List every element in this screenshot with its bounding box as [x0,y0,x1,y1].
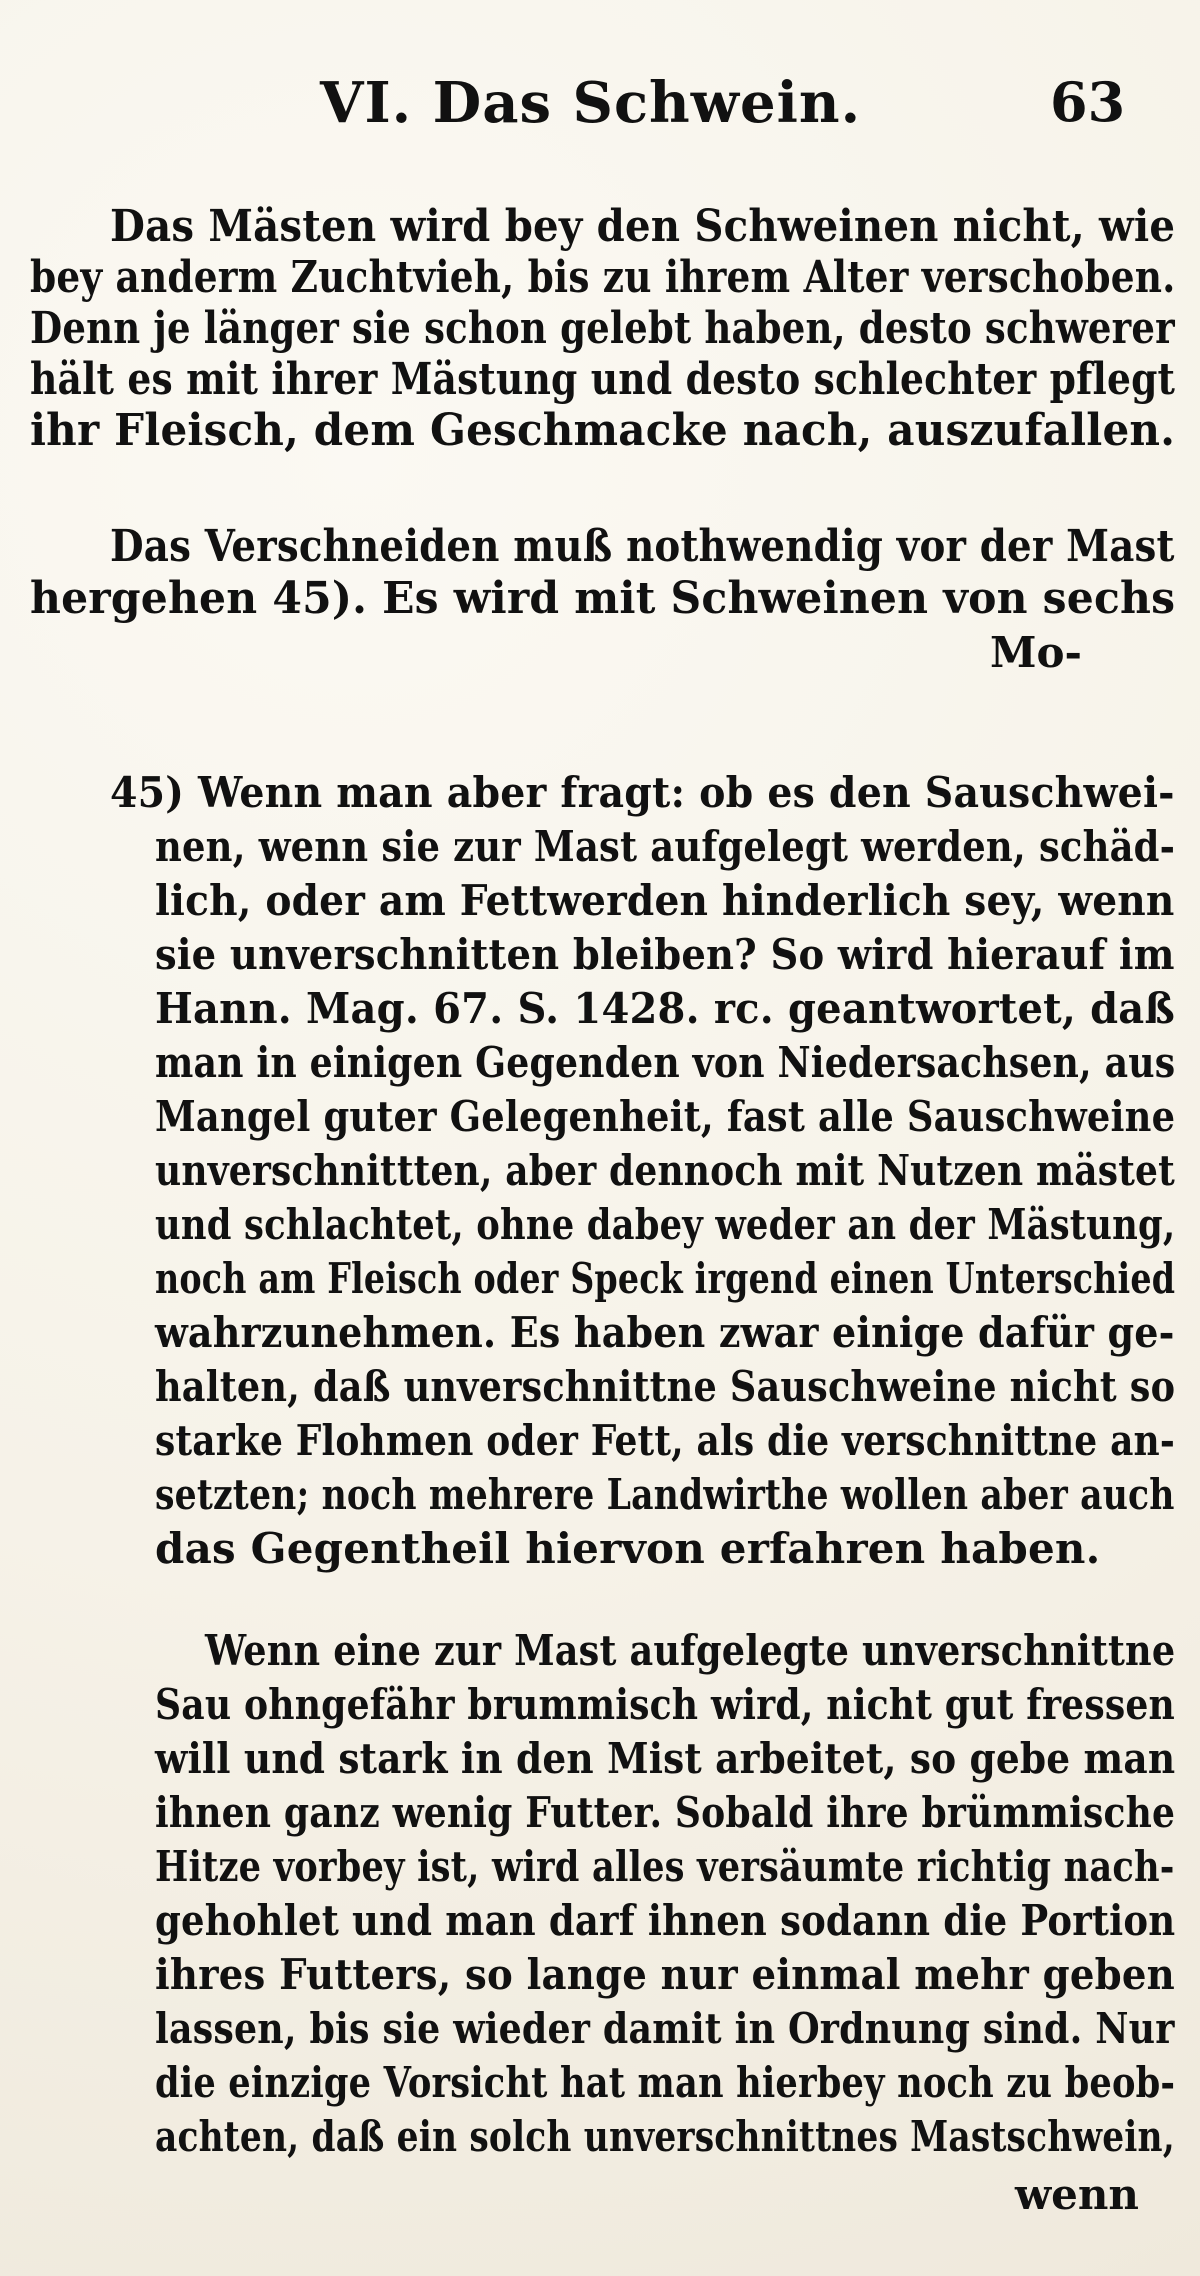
footnote-line: ihres Futters, so lange nur einmal mehr geben [155,1950,1175,1999]
footnote-line: wahrzunehmen. Es haben zwar einige dafür ge- [155,1308,1175,1357]
text-line: hält es mit ihrer Mästung und desto schlechter pflegt [30,354,1176,405]
footnote-line: halten, daß unverschnittne Sauschweine nicht so [155,1362,1176,1411]
footnote-line: Sau ohngefähr brummisch wird, nicht gut fressen [155,1680,1175,1729]
footnote-line: gehohlet und man darf ihnen sodann die Portion [155,1896,1176,1945]
footnote-line: Wenn eine zur Mast aufgelegte unverschnittne [205,1626,1176,1675]
footnote-line: man in einigen Gegenden von Niedersachsen, aus [155,1038,1176,1087]
footnote-line: unverschnittten, aber dennoch mit Nutzen mästet [155,1146,1175,1195]
page-header [320,70,1126,160]
text-line: Das Mästen wird bey den Schweinen nicht, wie [110,201,1176,252]
text-line: Das Verschneiden muß nothwendig vor der Mast [110,521,1175,572]
footnote-line: sie unverschnitten bleiben? So wird hierauf im [155,930,1175,979]
text-line: Denn je länger sie schon gelebt haben, desto schwerer [30,303,1175,354]
footnote-line: Mangel guter Gelegenheit, fast alle Sauschweine [155,1092,1176,1141]
page-number: 63 [1050,70,1126,134]
footnote-line: 45) Wenn man aber fragt: ob es den Sauschwei- [110,768,1175,817]
footnote-line: setzten; noch mehrere Landwirthe wollen aber auch [155,1470,1175,1519]
footnote-line: noch am Fleisch oder Speck irgend einen Unterschied [155,1254,1176,1303]
footnote-line: will und stark in den Mist arbeitet, so gebe man [155,1734,1176,1783]
text-line: hergehen 45). Es wird mit Schweinen von sechs [30,573,1176,624]
footnote-line: nen, wenn sie zur Mast aufgelegt werden, schäd- [155,822,1176,871]
text-line: ihr Fleisch, dem Geschmacke nach, auszufallen. [30,405,1176,456]
catchword-top: Mo- [990,628,1082,677]
text-line: bey anderm Zuchtvieh, bis zu ihrem Alter verschoben. [30,252,1176,303]
footnote-line: achten, daß ein solch unverschnittnes Mastschwein, [155,2112,1175,2161]
footnote-line: das Gegentheil hiervon erfahren haben. [155,1524,1101,1573]
footnote-line: Hitze vorbey ist, wird alles versäumte richtig nach- [155,1842,1175,1891]
footnote-line: ihnen ganz wenig Futter. Sobald ihre brümmische [155,1788,1176,1837]
footnote-line: lassen, bis sie wieder damit in Ordnung sind. Nur [155,2004,1175,2053]
footnote-line: und schlachtet, ohne dabey weder an der Mästung, [155,1200,1176,1249]
chapter-title: VI. Das Schwein. [320,70,862,136]
footnote-line: lich, oder am Fettwerden hinderlich sey, wenn [155,876,1175,925]
footnote-line: die einzige Vorsicht hat man hierbey noch zu beob- [155,2058,1176,2107]
footnote-line: Hann. Mag. 67. S. 1428. rc. geantwortet, daß [155,984,1176,1033]
footnote-line: starke Flohmen oder Fett, als die verschnittne an- [155,1416,1176,1465]
catchword-bottom: wenn [1015,2170,1139,2219]
